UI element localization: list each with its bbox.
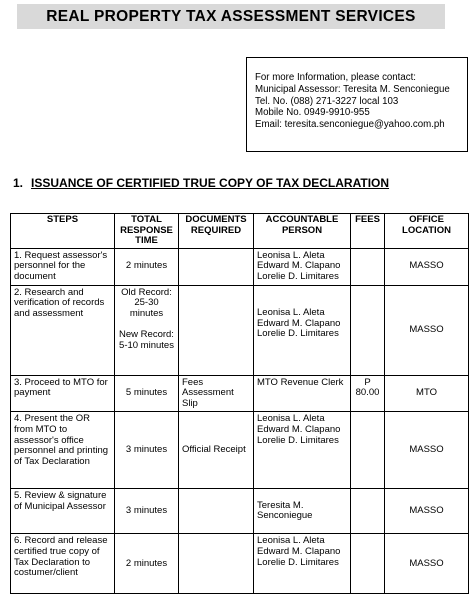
time-cell: 3 minutes: [115, 489, 179, 534]
office-cell: MASSO: [385, 248, 469, 285]
fees-cell: [351, 489, 385, 534]
docs-cell: [179, 534, 254, 594]
header-docs: DOCUMENTS REQUIRED: [179, 214, 254, 249]
time-cell: 2 minutes: [115, 534, 179, 594]
time-cell: 2 minutes: [115, 248, 179, 285]
section-heading: [13, 176, 389, 190]
process-table: [10, 213, 469, 594]
header-person: ACCOUNTABLE PERSON: [254, 214, 351, 249]
docs-cell: Fees Assessment Slip: [179, 375, 254, 412]
section-number: 1.: [13, 176, 24, 190]
time-cell: 3 minutes: [115, 412, 179, 489]
contact-line: For more Information, please contact:: [255, 72, 416, 83]
page-title: REAL PROPERTY TAX ASSESSMENT SERVICES: [46, 7, 416, 25]
table-row: [11, 248, 469, 285]
page-title-bar: [17, 4, 445, 29]
step-cell: 4. Present the OR from MTO to assessor's office personnel and printing of Tax Declaration: [11, 412, 115, 489]
table-row: [11, 375, 469, 412]
table-row: [11, 412, 469, 489]
fees-cell: [351, 412, 385, 489]
person-cell: Leonisa L. Aleta Edward M. Clapano Lorelie D. Limitares: [254, 534, 351, 594]
table-row: [11, 534, 469, 594]
contact-line: Municipal Assessor: Teresita M. Senconiegue: [255, 83, 450, 95]
fees-cell: [351, 534, 385, 594]
office-cell: MTO: [385, 375, 469, 412]
fees-cell: [351, 285, 385, 375]
fees-cell: [351, 248, 385, 285]
time-cell: 5 minutes: [115, 375, 179, 412]
table-row: [11, 285, 469, 375]
docs-cell: [179, 489, 254, 534]
contact-info-box: [246, 57, 468, 152]
header-time: TOTAL RESPONSE TIME: [115, 214, 179, 249]
header-fees: FEES: [351, 214, 385, 249]
docs-cell: [179, 285, 254, 375]
person-cell: MTO Revenue Clerk: [254, 375, 351, 412]
office-cell: MASSO: [385, 285, 469, 375]
office-cell: MASSO: [385, 489, 469, 534]
person-cell: Leonisa L. Aleta Edward M. Clapano Lorelie D. Limitares: [254, 285, 351, 375]
header-steps: STEPS: [11, 214, 115, 249]
step-cell: 6. Record and release certified true copy of Tax Declaration to costumer/client: [11, 534, 115, 594]
contact-line: Tel. No. (088) 271-3227 local 103: [255, 95, 399, 107]
section-title: ISSUANCE OF CERTIFIED TRUE COPY OF TAX DECLARATION: [31, 176, 390, 190]
step-cell: 3. Proceed to MTO for payment: [11, 375, 115, 412]
docs-cell: Official Receipt: [179, 412, 254, 489]
contact-line: Mobile No. 0949-9910-955: [255, 107, 370, 119]
fees-cell: P 80.00: [351, 375, 385, 412]
person-cell: Leonisa L. Aleta Edward M. Clapano Lorelie D. Limitares: [254, 248, 351, 285]
person-cell: Leonisa L. Aleta Edward M. Clapano Lorelie D. Limitares: [254, 412, 351, 489]
step-cell: 5. Review & signature of Municipal Assessor: [11, 489, 115, 534]
contact-email: Email: teresita.senconiegue@yahoo.com.ph: [255, 119, 445, 131]
step-cell: 1. Request assessor's personnel for the document: [11, 248, 115, 285]
person-cell: Teresita M. Senconiegue: [254, 489, 351, 534]
time-cell: Old Record: 25-30 minutes New Record: 5-10 minutes: [115, 285, 179, 375]
step-cell: 2. Research and verification of records and assessment: [11, 285, 115, 375]
header-office: OFFICE LOCATION: [385, 214, 469, 249]
table-row: [11, 489, 469, 534]
table-header-row: [11, 214, 469, 249]
office-cell: MASSO: [385, 534, 469, 594]
office-cell: MASSO: [385, 412, 469, 489]
docs-cell: [179, 248, 254, 285]
